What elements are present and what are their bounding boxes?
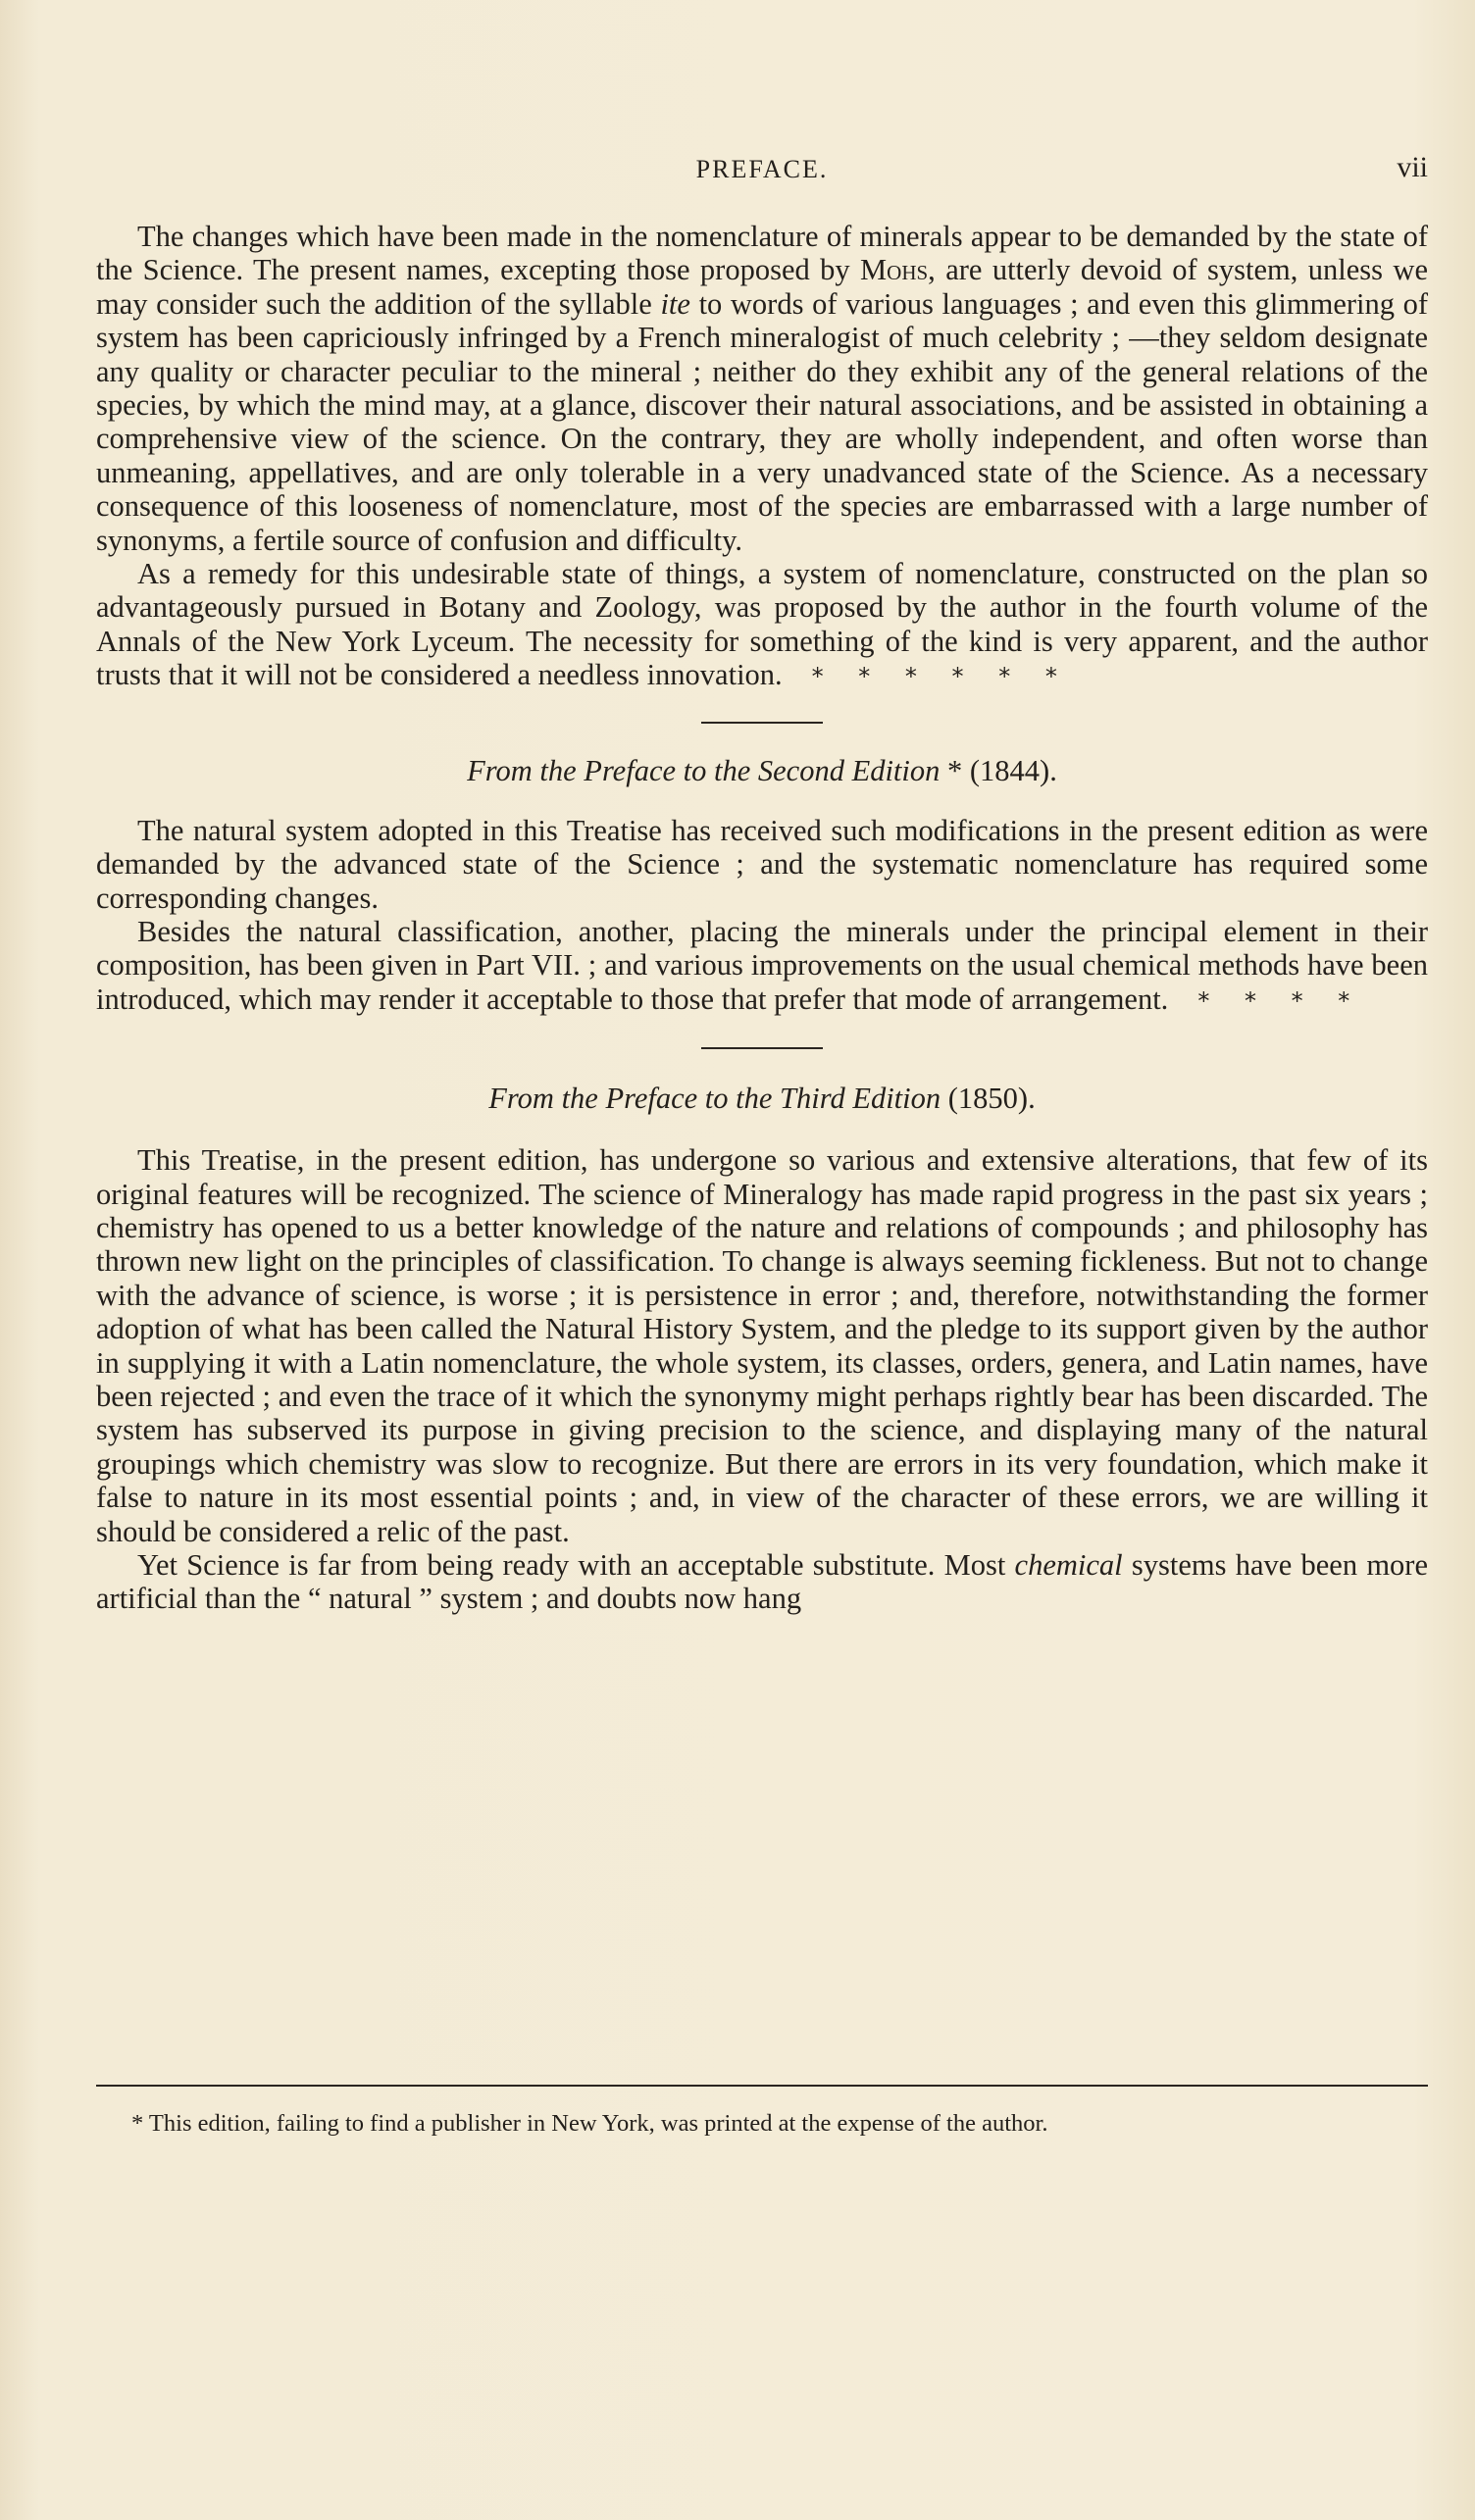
text-run: As a remedy for this undesirable state of things, a system of nomenclature, constructed on the plan so advantageously pursued in Botany and Zoology, was proposed by the author in the fourth volume of the Annals of the New York Lyceum. The necessity for something of the kind is very apparent, and the author trusts that it will not be considered a needless innovation. (96, 557, 1428, 692)
running-head (96, 149, 1428, 188)
author-name-mohs: Mohs (860, 253, 929, 287)
text-run: Yet Science is far from being ready with an acceptable substitute. Most (137, 1548, 1006, 1582)
heading-third-edition (96, 1081, 1428, 1116)
page-content (96, 220, 1428, 1616)
running-title: PREFACE. (695, 155, 829, 183)
text-run: systems have been more artificial than the “ natural ” system ; and doubts now hang (96, 1548, 1428, 1616)
text-run: The changes which have been made in the nomenclature of minerals appear to be demanded by the state of the Science. The present names, excepting those proposed by (96, 220, 1428, 287)
heading-title: From the Preface to the Third Edition (488, 1082, 941, 1116)
text-run: Besides the natural classification, another, placing the minerals under the principal element in their composition, has been given in Part VII. ; and various improvements on the usual chemical methods have been introduced, which may render it acceptable to those that prefer that mode of arrangement. (96, 914, 1428, 1016)
asterism: * * * * (1197, 986, 1364, 1015)
paragraph-third-edition-2 (96, 1548, 1428, 1616)
asterism: * * * * * * (811, 663, 1071, 691)
heading-year: (1844). (969, 753, 1057, 787)
text-run: to words of various languages ; and even this glimmering of system has been capriciously infringed by a French mineralogist of much celebrity ; —they seldom designate any quality or character peculiar to the mineral ; neither do they exhibit any of the general relations of the species, by which the mind may, at a glance, discover their natural associations, and be assisted in obtaining a comprehensive view of the science. On the contrary, they are wholly independent, and often worse than unmeaning, appellatives, and are only tolerable in a very unadvanced state of the Science. As a necessary consequence of this looseness of nomenclature, most of the species are embarrassed with a large number of synonyms, a fertile source of confusion and difficulty. (96, 286, 1429, 557)
paragraph-second-edition-2 (96, 915, 1428, 1018)
heading-year: (1850). (941, 1082, 1036, 1116)
heading-title: From the Preface to the Second Edition (467, 753, 941, 787)
footnote-rule (96, 2085, 1428, 2087)
paragraph-nomenclature-changes (96, 220, 1428, 557)
text-run: , are utterly devoid of system, unless we may consider such the addition of the syllable (96, 253, 1428, 321)
paragraph-third-edition-1: This Treatise, in the present edition, has undergone so various and extensive alterations, that few of its original features will be recognized. The science of Mineralogy has made rapid progress in the past six years ; chemistry has opened to us a better knowledge of the nature and relations of compounds ; and philosophy has thrown new light on the principles of classification. To change is always seeming fickleness. But not to change with the advance of science, is worse ; it is persistence in error ; and, therefore, notwithstanding the former adoption of what has been called the Natural History System, and the pledge to its support given by the author in supplying it with a Latin nomenclature, the whole system, its classes, orders, genera, and Latin names, have been rejected ; and even the trace of it which the synonymy might perhaps rightly bear has been discarded. The system has subserved its purpose in giving precision to the science, and displaying many of the natural groupings which chemistry was slow to recognize. But there are errors in its very foundation, which make it false to nature in its most essential points ; and, in view of the character of these errors, we are willing it should be considered a relic of the past. (96, 1143, 1428, 1548)
paragraph-second-edition-1: The natural system adopted in this Treatise has received such modifications in the present edition as were demanded by the advanced state of the Science ; and the systematic nomenclature has required some corresponding changes. (96, 813, 1428, 915)
paragraph-remedy (96, 557, 1428, 694)
italic-suffix-ite: ite (660, 286, 690, 321)
italic-word-chemical: chemical (1014, 1548, 1123, 1582)
footnote: * This edition, failing to find a publisher in New York, was printed at the expense of the author. (131, 2110, 1048, 2137)
page-number: vii (1397, 151, 1428, 183)
footnote-marker: * (940, 753, 970, 787)
heading-second-edition (96, 753, 1428, 788)
